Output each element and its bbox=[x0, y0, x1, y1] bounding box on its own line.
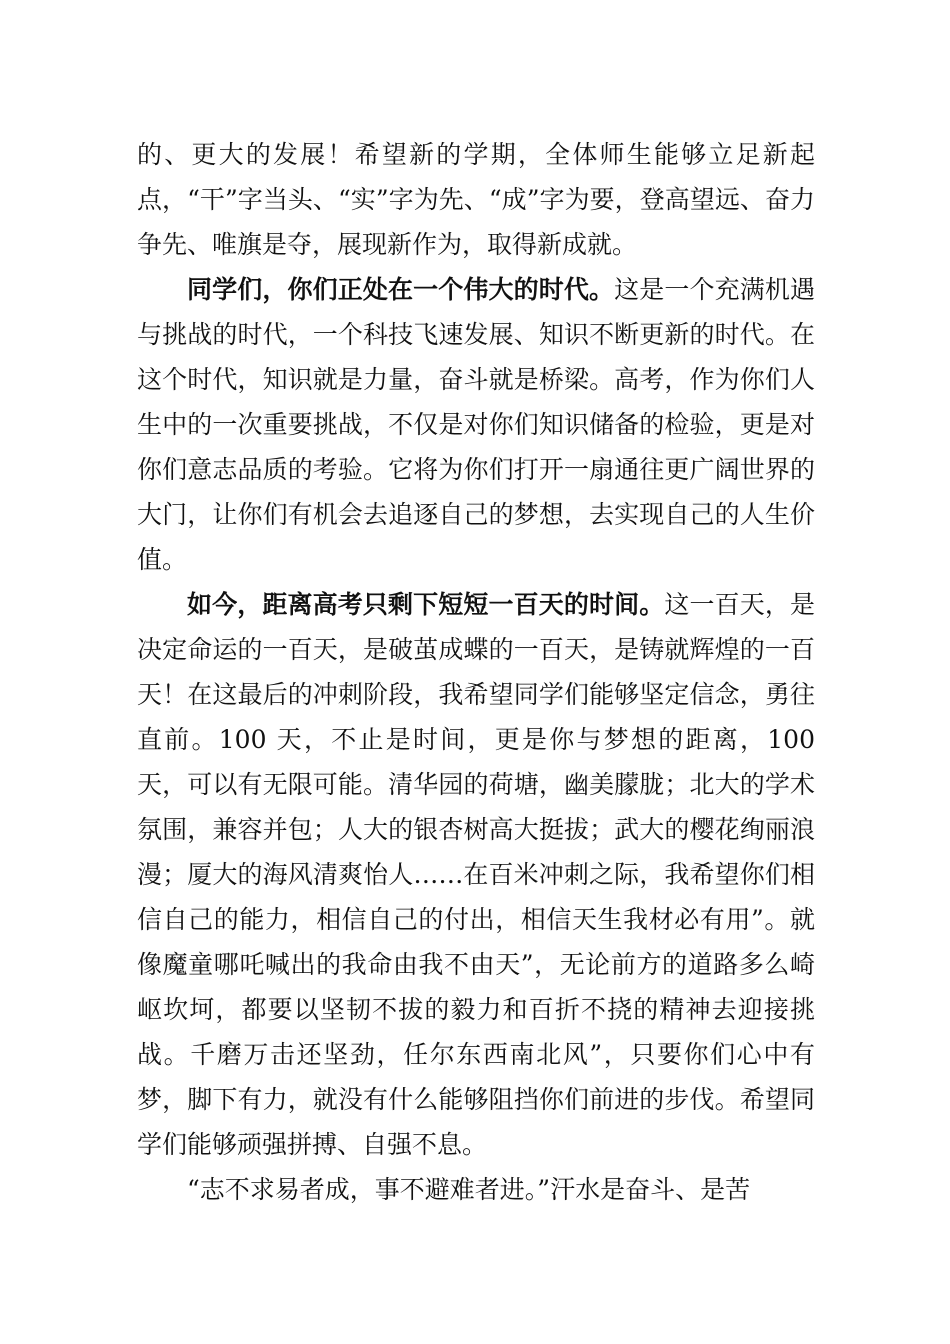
paragraph-3 bbox=[137, 582, 815, 1167]
paragraph-2-text: 这是一个充满机遇与挑战的时代，一个科技飞速发展、知识不断更新的时代。在这个时代，知识就是力量，奋斗就是桥梁。高考，作为你们人生中的一次重要挑战，不仅是对你们知识储备的检验，更是对你们意志品质的考验。它将为你们打开一扇通往更广阔世界的大门，让你们有机会去追逐自己的梦想，去实现自己的人生价值。 bbox=[137, 275, 815, 574]
document-page bbox=[137, 132, 815, 1212]
paragraph-1-text: 的、更大的发展！希望新的学期，全体师生能够立足新起点，“干”字当头、“实”字为先、“成”字为要，登高望远、奋力争先、唯旗是夺，展现新作为，取得新成就。 bbox=[137, 140, 815, 259]
paragraph-4-text: “志不求易者成，事不避难者进。”汗水是奋斗、是苦 bbox=[187, 1175, 751, 1204]
paragraph-3-text: 这一百天，是决定命运的一百天，是破茧成蝶的一百天，是铸就辉煌的一百天！在这最后的冲刺阶段，我希望同学们能够坚定信念，勇往直前。100 天，不止是时间，更是你与梦想的距离，100 天，可以有无限可能。清华园的荷塘，幽美朦胧；北大的学术氛围，兼容并包；人大的银杏树高大挺拔；武大的樱花绚丽浪漫；厦大的海风清爽怡人……在百米冲刺之际，我希望你们相信自己的能力，相信自己的付出，相信天生我材必有用”。就像魔童哪吒喊出的我命由我不由天”，无论前方的道路多么崎岖坎坷，都要以坚韧不拔的毅力和百折不挠的精神去迎接挑战。千磨万击还坚劲，任尔东西南北风”，只要你们心中有梦，脚下有力，就没有什么能够阻挡你们前进的步伐。希望同学们能够顽强拼搏、自强不息。 bbox=[137, 590, 815, 1159]
paragraph-2-lead: 同学们，你们正处在一个伟大的时代。 bbox=[187, 275, 615, 304]
paragraph-4 bbox=[137, 1167, 815, 1212]
paragraph-2 bbox=[137, 267, 815, 582]
paragraph-3-lead: 如今，距离高考只剩下短短一百天的时间。 bbox=[187, 590, 665, 619]
paragraph-1 bbox=[137, 132, 815, 267]
